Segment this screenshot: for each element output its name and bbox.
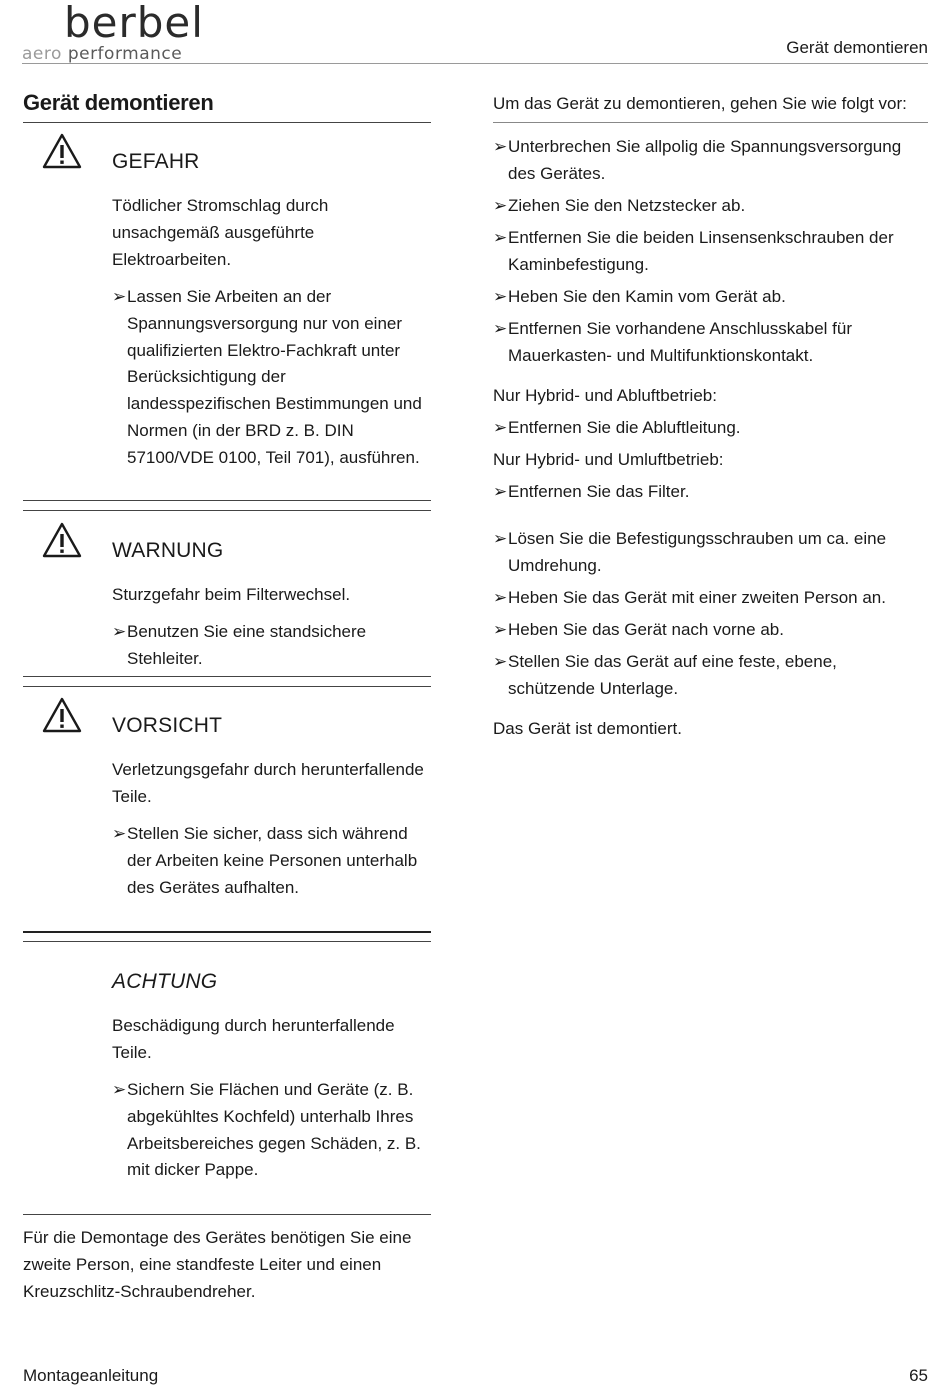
bullet-arrow-icon: ➢ [112,1080,127,1099]
bullet-arrow-icon: ➢ [493,287,508,306]
hazard-text-achtung: Beschädigung durch herunterfallende Teile. [112,1016,395,1062]
section-divider [23,500,431,501]
bullet-arrow-icon: ➢ [493,228,508,247]
bullet-arrow-icon: ➢ [493,137,508,156]
procedure-step [493,585,928,612]
section-divider [23,676,431,677]
bullet-arrow-icon: ➢ [493,418,508,437]
step-text: Entfernen Sie die Abluftleitung. [508,418,741,437]
warning-triangle-icon [42,522,82,558]
bullet-arrow-icon: ➢ [493,319,508,338]
hazard-instruction-vorsicht [112,821,430,901]
brand-tagline [22,44,182,64]
hazard-text-vorsicht: Verletzungsgefahr durch herunterfallende Teile. [112,760,424,806]
signal-word-gefahr: GEFAHR [112,150,200,173]
step-text: Entfernen Sie die beiden Linsensenkschrauben der Kaminbefestigung. [508,228,894,274]
footer-document-name: Montageanleitung [23,1366,159,1385]
section-divider [23,510,431,511]
hazard-instruction-achtung [112,1077,430,1184]
section-divider [23,941,431,942]
step-text: Entfernen Sie das Filter. [508,482,690,501]
procedure-step [493,284,928,311]
signal-word-achtung: ACHTUNG [112,970,218,993]
step-text: Heben Sie den Kamin vom Gerät ab. [508,287,786,306]
bullet-text: Benutzen Sie eine standsichere Stehleiter. [127,622,367,668]
procedure-step [493,617,928,644]
hazard-instruction-gefahr [112,284,430,472]
warning-triangle-icon [42,133,82,169]
procedure-step [493,134,928,188]
procedure-step [493,415,928,442]
bullet-text: Sichern Sie Flächen und Geräte (z. B. abgekühltes Kochfeld) unterhalb Ihres Arbeitsbereiches gegen Schäden, z. B. mit dicker Pappe. [127,1080,421,1180]
mode-note-abluft: Nur Hybrid- und Abluftbetrieb: [493,386,717,405]
procedure-step [493,479,928,506]
procedure-step [493,225,928,279]
header-divider [22,63,928,64]
bullet-text: Lassen Sie Arbeiten an der Spannungsversorgung nur von einer qualifizierten Elektro-Fachkraft unter Berücksichtigung der landesspezifischen Bestimmungen und Normen (in der BRD z. B. DIN 57100/VDE 0100, Teil 701), ausführen. [127,287,422,467]
section-divider [23,1214,431,1215]
section-divider [23,686,431,687]
step-text: Entfernen Sie vorhandene Anschlusskabel für Mauerkasten- und Multifunktionskontakt. [508,319,853,365]
bullet-arrow-icon: ➢ [112,824,127,843]
hazard-text-gefahr: Tödlicher Stromschlag durch unsachgemäß ausgeführte Elektroarbeiten. [112,196,329,269]
step-text: Heben Sie das Gerät nach vorne ab. [508,620,784,639]
running-header-title: Gerät demontieren [786,38,928,57]
procedure-result: Das Gerät ist demontiert. [493,719,682,738]
heading-divider [23,122,431,123]
section-divider [23,931,431,933]
procedure-step [493,649,928,703]
intro-divider [493,122,928,123]
hazard-instruction-warnung [112,619,430,673]
bullet-arrow-icon: ➢ [493,588,508,607]
bullet-arrow-icon: ➢ [493,652,508,671]
bullet-arrow-icon: ➢ [493,482,508,501]
bullet-arrow-icon: ➢ [112,287,127,306]
step-text: Stellen Sie das Gerät auf eine feste, ebene, schützende Unterlage. [508,652,837,698]
brand-logo: berbel [64,0,204,47]
procedure-intro: Um das Gerät zu demontieren, gehen Sie wie folgt vor: [493,94,907,113]
bullet-arrow-icon: ➢ [493,620,508,639]
tagline-performance: performance [67,44,183,64]
hazard-text-warnung: Sturzgefahr beim Filterwechsel. [112,585,351,604]
footer-page-number: 65 [909,1366,928,1385]
step-text: Lösen Sie die Befestigungsschrauben um ca. eine Umdrehung. [508,529,887,575]
mode-note-umluft: Nur Hybrid- und Umluftbetrieb: [493,450,724,469]
warning-triangle-icon [42,697,82,733]
step-text: Unterbrechen Sie allpolig die Spannungsversorgung des Gerätes. [508,137,902,183]
bullet-arrow-icon: ➢ [493,529,508,548]
procedure-step [493,193,928,220]
bullet-text: Stellen Sie sicher, dass sich während der Arbeiten keine Personen unterhalb des Gerätes aufhalten. [127,824,418,897]
procedure-step [493,316,928,370]
signal-word-warnung: WARNUNG [112,539,224,562]
tagline-aero: aero [22,44,62,64]
section-heading: Gerät demontieren [23,90,214,115]
bullet-arrow-icon: ➢ [493,196,508,215]
step-text: Ziehen Sie den Netzstecker ab. [508,196,746,215]
tools-required-paragraph: Für die Demontage des Gerätes benötigen Sie eine zweite Person, eine standfeste Leiter und einen Kreuzschlitz-Schraubendreher. [23,1228,412,1301]
procedure-step [493,526,928,580]
bullet-arrow-icon: ➢ [112,622,127,641]
step-text: Heben Sie das Gerät mit einer zweiten Person an. [508,588,886,607]
signal-word-vorsicht: VORSICHT [112,714,223,737]
